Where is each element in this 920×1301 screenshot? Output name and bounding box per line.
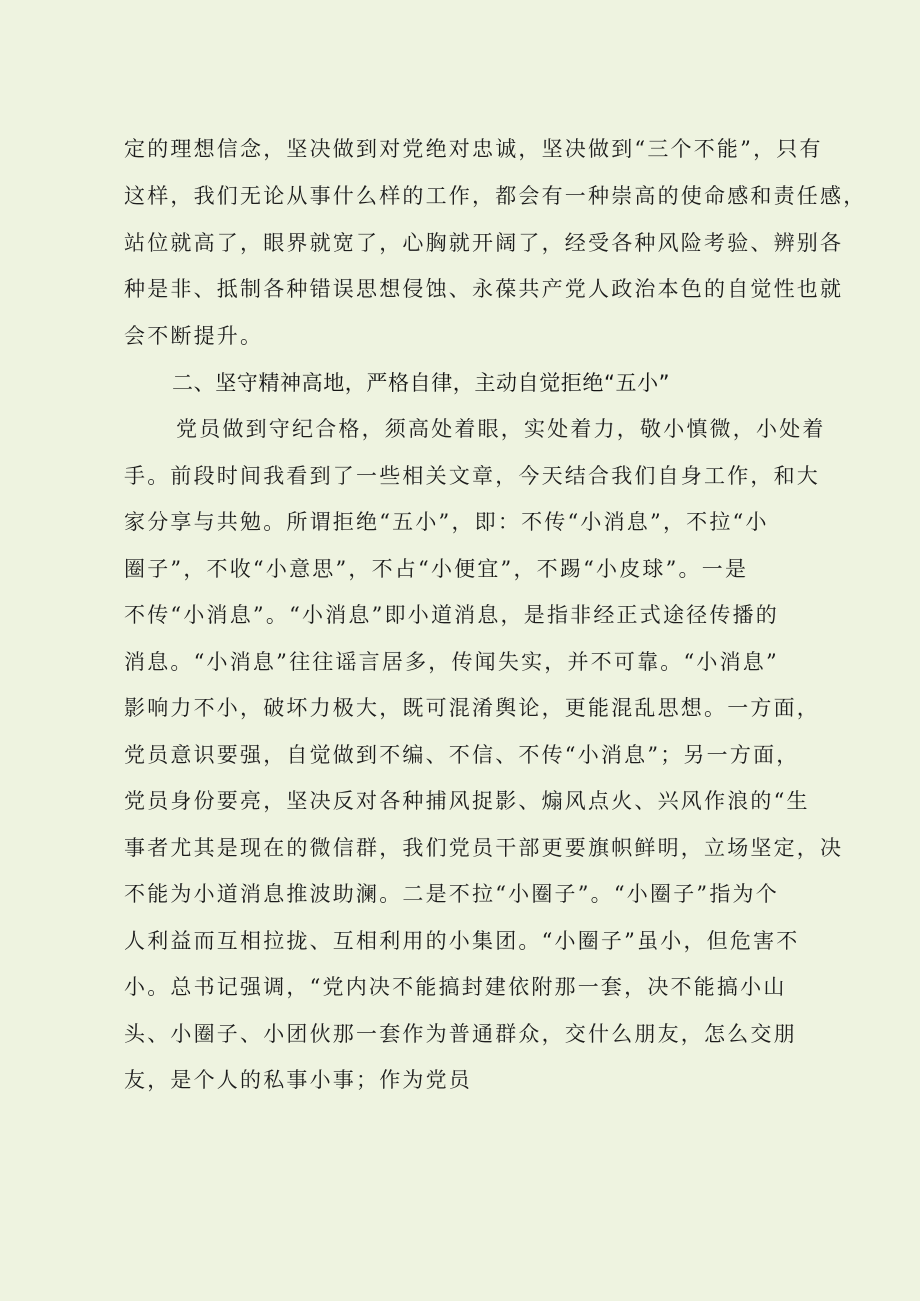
text-line: 友，是个人的私事小事；作为党员 [124,1068,472,1092]
text-line: 消息。“小消息”往往谣言居多，传闻失实，并不可靠。“小消息” [124,650,779,674]
section-heading: 二、坚守精神高地，严格自律，主动自觉拒绝“五小” [172,371,671,395]
text-line: 不传“小消息”。“小消息”即小道消息，是指非经正式途径传播的 [124,603,779,627]
text-line: 事者尤其是现在的微信群，我们党员干部更要旗帜鲜明，立场坚定，决 [124,836,844,860]
text-line: 站位就高了，眼界就宽了，心胸就开阔了，经受各种风险考验、辨别各 [124,231,844,255]
text-line: 党员身份要亮，坚决反对各种捕风捉影、煽风点火、兴风作浪的“生 [124,789,810,813]
text-line: 家分享与共勉。所谓拒绝“五小”，即：不传“小消息”，不拉“小 [124,510,769,534]
text-line: 影响力不小，破坏力极大，既可混淆舆论，更能混乱思想。一方面， [124,696,820,720]
text-line: 这样，我们无论从事什么样的工作，都会有一种崇高的使命感和责任感， [124,184,867,208]
text-line: 会不断提升。 [124,324,264,348]
text-line: 手。前段时间我看到了一些相关文章，今天结合我们自身工作，和大 [124,464,820,488]
text-line: 头、小圈子、小团伙那一套作为普通群众，交什么朋友，怎么交朋 [124,1022,797,1046]
text-line: 圈子”，不收“小意思”，不占“小便宜”，不踢“小皮球”。一是 [124,557,749,581]
text-line: 党员做到守纪合格，须高处着眼，实处着力，敬小慎微，小处着 [176,417,826,441]
text-line: 不能为小道消息推波助澜。二是不拉“小圈子”。“小圈子”指为个 [124,882,779,906]
text-line: 种是非、抵制各种错误思想侵蚀、永葆共产党人政治本色的自觉性也就 [124,277,844,301]
text-line: 人利益而互相拉拢、互相利用的小集团。“小圈子”虽小，但危害不 [124,929,800,953]
text-line: 小。总书记强调，“党内决不能搞封建依附那一套，决不能搞小山 [124,975,787,999]
text-line: 党员意识要强，自觉做到不编、不信、不传“小消息”；另一方面， [124,743,800,767]
text-line: 定的理想信念，坚决做到对党绝对忠诚，坚决做到“三个不能”，只有 [124,137,823,161]
